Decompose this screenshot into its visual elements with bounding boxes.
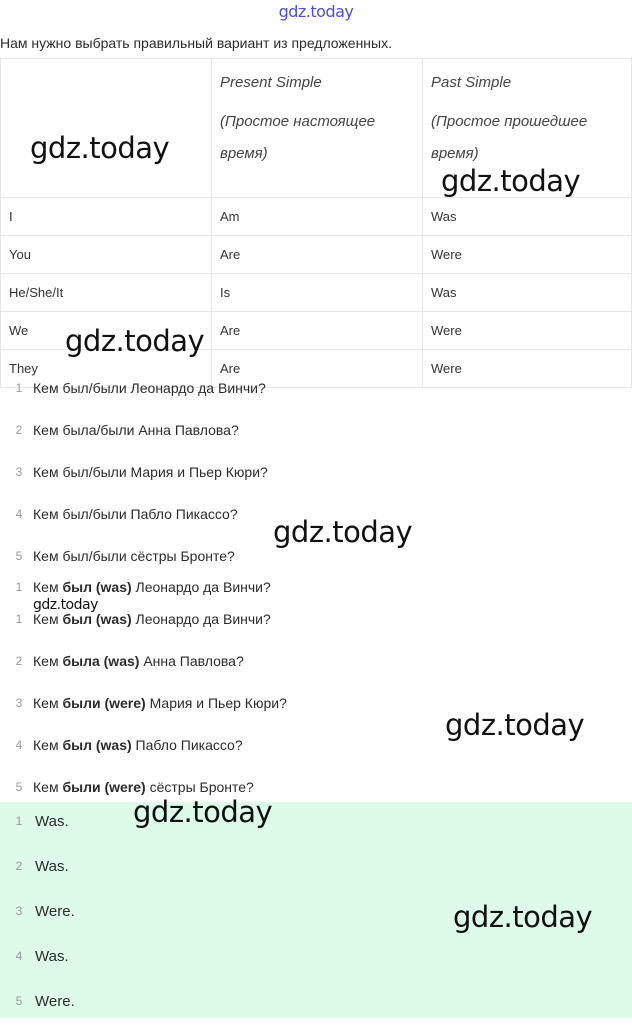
- watermark: gdz.today: [30, 131, 170, 165]
- item-number: 1: [15, 580, 23, 594]
- translations-list: [0, 599, 632, 809]
- table-cell: Is: [212, 274, 423, 312]
- table-cell: Were: [423, 312, 632, 350]
- item-number: 5: [15, 549, 23, 563]
- table-row: [1, 274, 632, 312]
- item-number: 5: [15, 780, 23, 794]
- item-text: Кем был (was) Пабло Пикассо?: [33, 737, 243, 753]
- header-past-desc: (Простое прошедшее время): [431, 113, 588, 162]
- item-number: 1: [15, 612, 23, 626]
- table-cell: Are: [212, 350, 423, 388]
- item-text: Кем был (was) Леонардо да Винчи?: [33, 579, 271, 595]
- answer-text: Were.: [35, 903, 75, 920]
- table-cell: Was: [423, 198, 632, 236]
- item-number: 1: [15, 814, 23, 828]
- item-number: 3: [15, 904, 23, 918]
- table-row: [1, 236, 632, 274]
- watermark: gdz.today: [65, 324, 205, 358]
- watermark: gdz.today: [453, 900, 593, 934]
- answer-item: [0, 847, 632, 892]
- site-logo[interactable]: gdz.today: [278, 2, 354, 21]
- translation-duplicate: [0, 567, 632, 599]
- item-number: 2: [15, 654, 23, 668]
- item-number: 2: [15, 859, 23, 873]
- list-item: [0, 567, 632, 599]
- watermark: gdz.today: [441, 164, 581, 198]
- table-cell: Were: [423, 236, 632, 274]
- item-number: 4: [15, 949, 23, 963]
- item-text: Кем был/были Мария и Пьер Кюри?: [33, 464, 268, 480]
- header-cell-present: [212, 59, 423, 198]
- table-cell: I: [1, 198, 212, 236]
- header-present-desc: (Простое настоящее время): [220, 113, 376, 162]
- answer-item: [0, 802, 632, 847]
- list-item: [0, 368, 632, 410]
- intro-text: Нам нужно выбрать правильный вариант из предложенных.: [0, 35, 392, 51]
- watermark: gdz.today: [133, 795, 273, 829]
- item-text: Кем был/были Леонардо да Винчи?: [33, 380, 266, 396]
- item-text: Кем были (were) Мария и Пьер Кюри?: [33, 695, 287, 711]
- item-number: 2: [15, 423, 23, 437]
- table-cell: Am: [212, 198, 423, 236]
- answer-text: Was.: [35, 948, 69, 965]
- item-text: Кем был/были Пабло Пикассо?: [33, 506, 238, 522]
- table-cell: You: [1, 236, 212, 274]
- item-number: 3: [15, 465, 23, 479]
- table-cell: Are: [212, 236, 423, 274]
- watermark: gdz.today: [273, 515, 413, 549]
- item-number: 4: [15, 738, 23, 752]
- table-cell: We: [1, 312, 212, 350]
- header-present-name: Present Simple: [220, 74, 322, 91]
- item-number: 3: [15, 696, 23, 710]
- item-text: Кем была (was) Анна Павлова?: [33, 653, 244, 669]
- table-cell: Were: [423, 350, 632, 388]
- answer-text: Was.: [35, 858, 69, 875]
- list-item: [0, 641, 632, 683]
- answer-item: [0, 982, 632, 1027]
- item-number: 5: [15, 994, 23, 1008]
- watermark: gdz.today: [33, 597, 98, 613]
- table-cell: Was: [423, 274, 632, 312]
- item-text: Кем была/были Анна Павлова?: [33, 422, 239, 438]
- item-text: Кем был/были сёстры Бронте?: [33, 548, 235, 564]
- item-text: Кем был (was) Леонардо да Винчи?: [33, 611, 271, 627]
- table-cell: Are: [212, 312, 423, 350]
- answer-item: [0, 937, 632, 982]
- watermark: gdz.today: [445, 708, 585, 742]
- table-cell: They: [1, 350, 212, 388]
- list-item: [0, 452, 632, 494]
- answer-text: Was.: [35, 813, 69, 830]
- header-cell-empty: [1, 59, 212, 198]
- item-number: 1: [15, 381, 23, 395]
- list-item: [0, 410, 632, 452]
- item-text: Кем были (were) сёстры Бронте?: [33, 779, 254, 795]
- item-number: 4: [15, 507, 23, 521]
- header-past-name: Past Simple: [431, 74, 512, 91]
- table-row: [1, 198, 632, 236]
- answer-text: Were.: [35, 993, 75, 1010]
- table-cell: He/She/It: [1, 274, 212, 312]
